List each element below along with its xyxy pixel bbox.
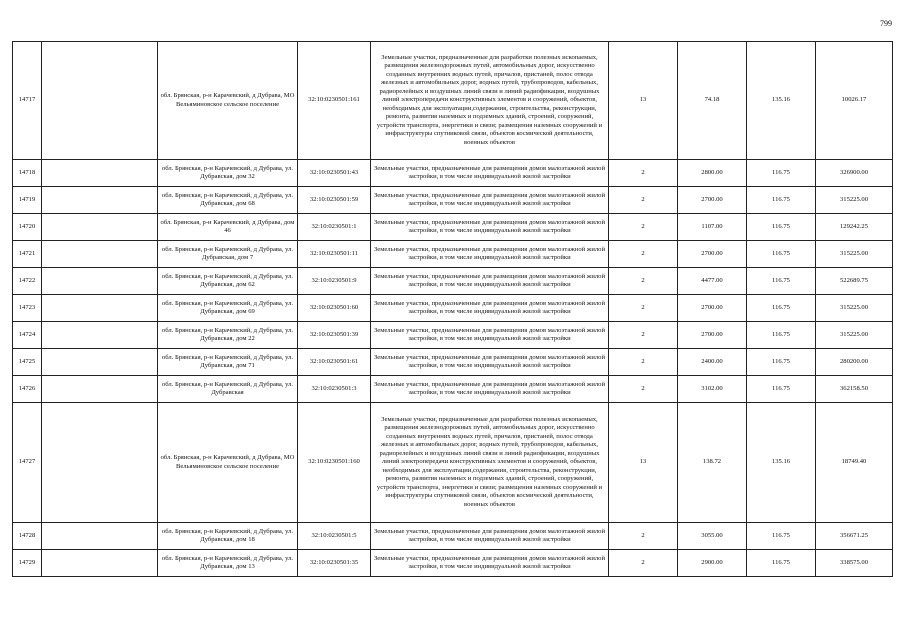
row-blank-cell [42,322,158,349]
land-use-cell: Земельные участки, предназначенные для размещения домов малоэтажной жилой застройки, в том числе индивидуальной жилой застройки [371,550,609,577]
rate-cell: 116.75 [747,322,816,349]
use-code-cell: 2 [609,241,678,268]
use-code-cell: 13 [609,403,678,523]
cadastral-number-cell: 32:10:0230501:161 [298,42,371,160]
cadastral-number-cell: 32:10:0230501:160 [298,403,371,523]
land-use-cell: Земельные участки, предназначенные для размещения домов малоэтажной жилой застройки, в том числе индивидуальной жилой застройки [371,214,609,241]
area-cell: 3102.00 [678,376,747,403]
area-cell: 2700.00 [678,295,747,322]
cadastral-number-cell: 32:10:0230501:39 [298,322,371,349]
row-number: 14723 [13,295,42,322]
address-cell: обл. Брянская, р-н Карачевский, д Дубрава, ул. Дубравская, дом 18 [158,523,298,550]
area-cell: 3055.00 [678,523,747,550]
land-use-cell: Земельные участки, предназначенные для размещения домов малоэтажной жилой застройки, в том числе индивидуальной жилой застройки [371,376,609,403]
land-use-cell: Земельные участки, предназначенные для размещения домов малоэтажной жилой застройки, в том числе индивидуальной жилой застройки [371,268,609,295]
use-code-cell: 2 [609,160,678,187]
rate-cell: 116.75 [747,349,816,376]
cadastral-number-cell: 32:10:0230501:5 [298,523,371,550]
use-code-cell: 13 [609,42,678,160]
area-cell: 2700.00 [678,322,747,349]
use-code-cell: 2 [609,550,678,577]
page-number: 799 [880,19,892,28]
cadastral-value-cell: 338575.00 [816,550,893,577]
area-cell: 2900.00 [678,550,747,577]
cadastral-number-cell: 32:10:0230501:35 [298,550,371,577]
rate-cell: 116.75 [747,268,816,295]
address-cell: обл. Брянская, р-н Карачевский, д Дубрава, ул. Дубравская, дом 69 [158,295,298,322]
cadastral-value-cell: 326900.00 [816,160,893,187]
land-use-cell: Земельные участки, предназначенные для размещения домов малоэтажной жилой застройки, в том числе индивидуальной жилой застройки [371,241,609,268]
row-blank-cell [42,550,158,577]
rate-cell: 116.75 [747,187,816,214]
row-number: 14717 [13,42,42,160]
cadastral-number-cell: 32:10:0230501:1 [298,214,371,241]
cadastral-value-cell: 315225.00 [816,241,893,268]
table-row [13,376,893,403]
land-register-table [12,41,893,577]
cadastral-value-cell: 280200.00 [816,349,893,376]
table-row [13,523,893,550]
row-blank-cell [42,268,158,295]
rate-cell: 116.75 [747,295,816,322]
rate-cell: 116.75 [747,214,816,241]
row-number: 14726 [13,376,42,403]
area-cell: 4477.00 [678,268,747,295]
row-number: 14728 [13,523,42,550]
land-use-cell: Земельные участки, предназначенные для размещения домов малоэтажной жилой застройки, в том числе индивидуальной жилой застройки [371,349,609,376]
area-cell: 2400.00 [678,349,747,376]
cadastral-number-cell: 32:10:0230501:43 [298,160,371,187]
table-row [13,187,893,214]
address-cell: обл. Брянская, р-н Карачевский, д Дубрава, ул. Дубравская, дом 22 [158,322,298,349]
row-number: 14718 [13,160,42,187]
cadastral-value-cell: 315225.00 [816,322,893,349]
address-cell: обл. Брянская, р-н Карачевский, д Дубрава, ул. Дубравская, дом 7 [158,241,298,268]
cadastral-number-cell: 32:10:0230501:59 [298,187,371,214]
cadastral-value-cell: 315225.00 [816,187,893,214]
cadastral-number-cell: 32:10:0230501:61 [298,349,371,376]
use-code-cell: 2 [609,268,678,295]
use-code-cell: 2 [609,523,678,550]
rate-cell: 116.75 [747,523,816,550]
cadastral-value-cell: 362158.50 [816,376,893,403]
use-code-cell: 2 [609,376,678,403]
land-use-cell: Земельные участки, предназначенные для размещения домов малоэтажной жилой застройки, в том числе индивидуальной жилой застройки [371,187,609,214]
row-number: 14722 [13,268,42,295]
cadastral-number-cell: 32:10:0230501:11 [298,241,371,268]
row-blank-cell [42,523,158,550]
area-cell: 2800.00 [678,160,747,187]
land-use-cell: Земельные участки, предназначенные для размещения домов малоэтажной жилой застройки, в том числе индивидуальной жилой застройки [371,523,609,550]
rate-cell: 135.16 [747,403,816,523]
table-row [13,241,893,268]
row-number: 14729 [13,550,42,577]
row-blank-cell [42,376,158,403]
use-code-cell: 2 [609,214,678,241]
row-number: 14720 [13,214,42,241]
address-cell: обл. Брянская, р-н Карачевский, д Дубрава, МО Вельяминовское сельское поселение [158,42,298,160]
cadastral-number-cell: 32:10:0230501:60 [298,295,371,322]
address-cell: обл. Брянская, р-н Карачевский, д Дубрава, ул. Дубравская, дом 68 [158,187,298,214]
cadastral-value-cell: 356671.25 [816,523,893,550]
table-row [13,214,893,241]
row-number: 14719 [13,187,42,214]
row-blank-cell [42,349,158,376]
cadastral-value-cell: 18749.40 [816,403,893,523]
area-cell: 1107.00 [678,214,747,241]
address-cell: обл. Брянская, р-н Карачевский, д Дубрава, ул. Дубравская, дом 71 [158,349,298,376]
row-number: 14721 [13,241,42,268]
table-row [13,268,893,295]
address-cell: обл. Брянская, р-н Карачевский, д Дубрава, ул. Дубравская, дом 62 [158,268,298,295]
table-row [13,349,893,376]
rate-cell: 116.75 [747,376,816,403]
address-cell: обл. Брянская, р-н Карачевский, д Дубрава, МО Вельяминовское сельское поселение [158,403,298,523]
area-cell: 2700.00 [678,187,747,214]
cadastral-value-cell: 129242.25 [816,214,893,241]
rate-cell: 135.16 [747,42,816,160]
row-blank-cell [42,241,158,268]
address-cell: обл. Брянская, р-н Карачевский, д Дубрава, ул. Дубравская [158,376,298,403]
table-row [13,160,893,187]
row-blank-cell [42,403,158,523]
row-blank-cell [42,214,158,241]
use-code-cell: 2 [609,322,678,349]
row-number: 14727 [13,403,42,523]
cadastral-value-cell: 315225.00 [816,295,893,322]
address-cell: обл. Брянская, р-н Карачевский, д Дубрава, дом 46 [158,214,298,241]
row-blank-cell [42,160,158,187]
row-blank-cell [42,295,158,322]
cadastral-value-cell: 522689.75 [816,268,893,295]
land-use-cell: Земельные участки, предназначенные для размещения домов малоэтажной жилой застройки, в том числе индивидуальной жилой застройки [371,322,609,349]
address-cell: обл. Брянская, р-н Карачевский, д Дубрава, ул. Дубравская, дом 32 [158,160,298,187]
area-cell: 138.72 [678,403,747,523]
area-cell: 74.18 [678,42,747,160]
cadastral-number-cell: 32:10:0230501:9 [298,268,371,295]
row-number: 14725 [13,349,42,376]
rate-cell: 116.75 [747,160,816,187]
use-code-cell: 2 [609,295,678,322]
table-row [13,403,893,523]
row-blank-cell [42,187,158,214]
table-row [13,295,893,322]
rate-cell: 116.75 [747,550,816,577]
area-cell: 2700.00 [678,241,747,268]
cadastral-number-cell: 32:10:0230501:3 [298,376,371,403]
table-row [13,550,893,577]
land-use-cell: Земельные участки, предназначенные для разработки полезных ископаемых, размещения железнодорожных путей, автомобильных дорог, искусственно созданных внутренних водных путей, причалов, пристаней, полос отвода железных и автомобильных дорог, водных путей, трубопроводов, кабельных, радиорелейных и воздушных линий связи и линий радиофикации, воздушных линий электропередачи конструктивных элементов и сооружений, объектов, необходимых для эксплуатации,содержания, строительства, реконструкции, ремонта, развития наземных и подземных зданий, строений, сооружений, устройств транспорта, энергетики и связи; размещения наземных сооружений и инфраструктуры спутниковой связи, объектов космической деятельности, военных объектов [371,403,609,523]
table-row [13,322,893,349]
land-use-cell: Земельные участки, предназначенные для размещения домов малоэтажной жилой застройки, в том числе индивидуальной жилой застройки [371,295,609,322]
row-number: 14724 [13,322,42,349]
table-row [13,42,893,160]
use-code-cell: 2 [609,349,678,376]
land-use-cell: Земельные участки, предназначенные для размещения домов малоэтажной жилой застройки, в том числе индивидуальной жилой застройки [371,160,609,187]
row-blank-cell [42,42,158,160]
cadastral-value-cell: 10026.17 [816,42,893,160]
use-code-cell: 2 [609,187,678,214]
address-cell: обл. Брянская, р-н Карачевский, д Дубрава, ул. Дубравская, дом 13 [158,550,298,577]
land-use-cell: Земельные участки, предназначенные для разработки полезных ископаемых, размещения железнодорожных путей, автомобильных дорог, искусственно созданных внутренних водных путей, причалов, пристаней, полос отвода железных и автомобильных дорог, водных путей, трубопроводов, кабельных, радиорелейных и воздушных линий связи и линий радиофикации, воздушных линий электропередачи конструктивных элементов и сооружений, объектов, необходимых для эксплуатации,содержания, строительства, реконструкции, ремонта, развития наземных и подземных зданий, строений, сооружений, устройств транспорта, энергетики и связи; размещения наземных сооружений и инфраструктуры спутниковой связи, объектов космической деятельности, военных объектов [371,42,609,160]
rate-cell: 116.75 [747,241,816,268]
